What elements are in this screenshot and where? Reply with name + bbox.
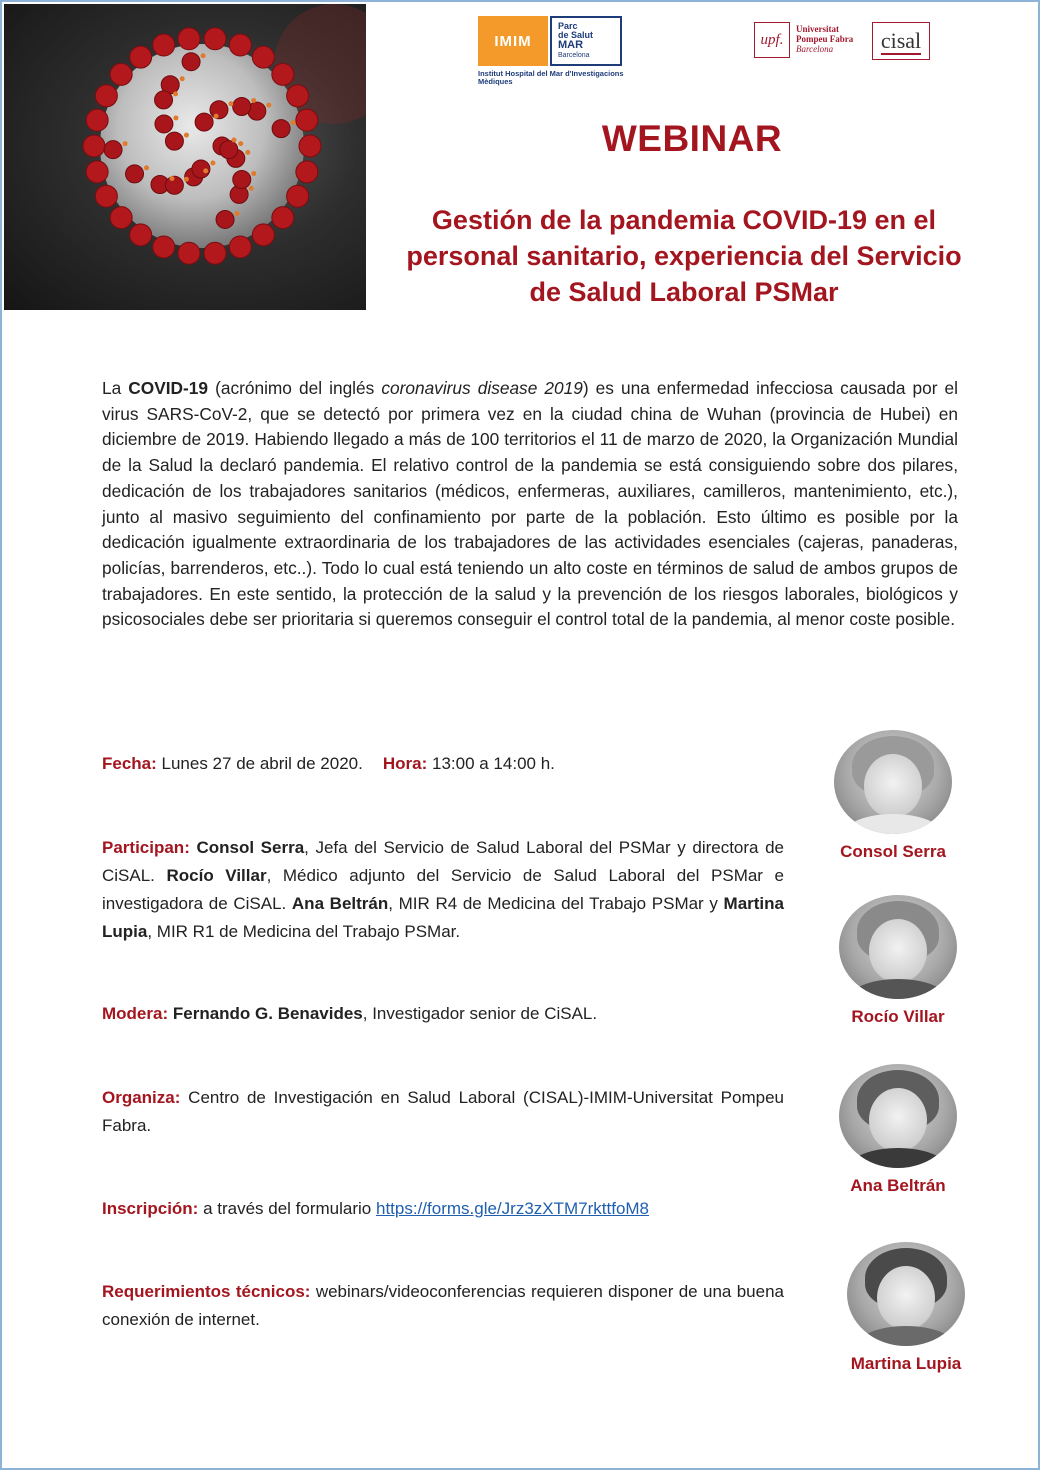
virus-dot xyxy=(251,171,256,176)
virus-dot xyxy=(210,160,215,165)
virus-dot xyxy=(245,150,250,155)
participant-role: , Médico adjunto del Servicio de Salud Laboral del PSMar e investigadora de CiSAL. xyxy=(102,866,785,913)
speaker-photo xyxy=(839,1064,957,1168)
participant-name: Rocío Villar xyxy=(166,866,267,885)
upf-line: Universitat xyxy=(796,24,839,34)
virus-spike xyxy=(126,165,144,183)
virus-spike xyxy=(210,101,228,119)
virus-dot xyxy=(180,76,185,81)
virus-spike xyxy=(229,34,251,56)
webinar-title: WEBINAR xyxy=(601,118,783,159)
virus-dot xyxy=(232,138,237,143)
inscripcion-block xyxy=(102,1195,784,1223)
virus-dot xyxy=(184,133,189,138)
virus-spike xyxy=(178,28,200,50)
virus-dot xyxy=(173,115,178,120)
virus-spike xyxy=(83,135,105,157)
fecha-block xyxy=(102,750,784,778)
intro-covid-term: COVID-19 xyxy=(128,378,209,398)
requerimientos-block xyxy=(102,1278,784,1334)
virus-dot xyxy=(173,91,178,96)
speaker-card xyxy=(828,895,968,1027)
virus-spike xyxy=(296,109,318,131)
subtitle-line: personal sanitario, experiencia del Servicio xyxy=(406,241,962,271)
virus-spike xyxy=(165,132,183,150)
virus-spike xyxy=(155,115,173,133)
intro-text: La xyxy=(102,378,129,398)
virus-spike xyxy=(130,46,152,68)
psmar-line: de Salut xyxy=(558,30,594,40)
speaker-card xyxy=(823,730,963,862)
participant-name: Consol Serra xyxy=(196,838,305,857)
participant-name: Ana Beltrán xyxy=(291,894,389,913)
modera-label: Modera: xyxy=(102,1004,169,1023)
inscripcion-text: a través del formulario xyxy=(198,1199,376,1218)
virus-spike xyxy=(86,109,108,131)
virus-dot xyxy=(291,120,296,125)
intro-text: ) es una enfermedad infecciosa causada por el virus SARS-CoV-2, que se detectó por primera vez en la ciudad china de Wuhan (provincia de Hubei) en diciembre de 2019. Habiendo llegado a más de 100 territorios el 11 de marzo de 2020, la Organización Mundial de la Salud la declaró pandemia. El relativo control de la pandemia se está consiguiendo sobre dos pilares, dedicación de los trabajadores sanitarios (médicos, enfermeras, auxiliares, camilleros, mantenimiento, etc.), junto al masivo seguimiento del confinamiento por parte de la población. Esto último es posible por la dedicación igualmente extraordinaria de los trabajadores de las actividades esenciales (cajeras, panaderas, policías, barrenderos, etc..). Todo lo cual está teniendo un alto coste en términos de salud de ambos grupos de trabajadores. En este sentido, la protección de la salud y la prevención de los riesgos laborales, biológicos y psicosociales debe ser prioritaria si queremos conseguir el control total de la pandemia, al menor coste posible. xyxy=(102,378,958,630)
imim-logo-mark: IMIM xyxy=(478,16,548,66)
virus-spike xyxy=(296,161,318,183)
virus-spike xyxy=(110,207,132,229)
virus-spike xyxy=(229,236,251,258)
speaker-name: Rocío Villar xyxy=(851,1007,945,1026)
participant-role: , Jefa del Servicio de Salud Laboral del PSMar y directora de CiSAL. xyxy=(102,838,785,885)
virus-spike xyxy=(233,171,251,189)
imim-caption: Institut Hospital del Mar d'Investigacions Mèdiques xyxy=(478,69,624,86)
virus-dot xyxy=(266,103,271,108)
virus-spike xyxy=(272,207,294,229)
hora-label: Hora: xyxy=(382,754,428,773)
moderator-role: , Investigador senior de CiSAL. xyxy=(362,1004,598,1023)
virus-spike xyxy=(299,135,321,157)
virus-spike xyxy=(204,242,226,264)
psmar-line: Parc xyxy=(558,21,578,31)
virus-spike xyxy=(233,97,251,115)
upf-line: Pompeu Fabra xyxy=(796,34,854,44)
speaker-photo xyxy=(834,730,952,834)
virus-spike xyxy=(252,46,274,68)
requerimientos-label: Requerimientos técnicos: xyxy=(102,1282,311,1301)
virus-spike xyxy=(104,141,122,159)
speaker-card xyxy=(836,1242,976,1374)
participan-block xyxy=(102,834,784,946)
virus-dot xyxy=(203,168,208,173)
virus-spike xyxy=(216,210,234,228)
imim-psmar-logo xyxy=(478,16,624,88)
virus-spike xyxy=(204,28,226,50)
inscripcion-label: Inscripción: xyxy=(102,1199,199,1218)
participant-role: , MIR R1 de Medicina del Trabajo PSMar. xyxy=(147,922,461,941)
virus-spike xyxy=(130,224,152,246)
intro-italic-term: coronavirus disease 2019 xyxy=(381,378,583,398)
virus-dot xyxy=(169,176,174,181)
virus-spike xyxy=(178,242,200,264)
virus-dot xyxy=(228,101,233,106)
organiza-block xyxy=(102,1084,784,1140)
subtitle-line: de Salud Laboral PSMar xyxy=(529,277,839,307)
cisal-logo: cisal xyxy=(872,22,930,60)
participant-name: Martina Lupia xyxy=(102,894,784,941)
virus-dot xyxy=(235,211,240,216)
psmar-logo-mark xyxy=(550,16,622,66)
virus-spike xyxy=(155,91,173,109)
organiza-label: Organiza: xyxy=(102,1088,181,1107)
organiza-text: Centro de Investigación en Salud Laboral (CISAL)-IMIM-Universitat Pompeu Fabra. xyxy=(102,1088,784,1135)
coronavirus-illustration xyxy=(4,4,366,310)
virus-dot xyxy=(144,165,149,170)
psmar-line: Barcelona xyxy=(558,52,590,59)
virus-dot xyxy=(123,141,128,146)
virus-spike xyxy=(110,63,132,85)
virus-spike xyxy=(287,85,309,107)
requerimientos-text: webinars/videoconferencias requieren disponer de una buena conexión de internet. xyxy=(102,1282,784,1329)
virus-spike xyxy=(195,113,213,131)
virus-spike xyxy=(287,185,309,207)
upf-logo xyxy=(754,22,864,62)
virus-spike xyxy=(220,141,238,159)
upf-logo-mark: upf. xyxy=(754,22,790,58)
coronavirus-graphic xyxy=(4,4,366,310)
virus-spike xyxy=(272,120,290,138)
speaker-card xyxy=(828,1064,968,1196)
speaker-photo xyxy=(847,1242,965,1346)
virus-spike xyxy=(153,34,175,56)
moderator-name: Fernando G. Benavides xyxy=(172,1004,363,1023)
webinar-subtitle xyxy=(354,202,1014,310)
virus-spike xyxy=(252,224,274,246)
virus-dot xyxy=(214,114,219,119)
upf-logo-text xyxy=(796,24,853,54)
virus-dot xyxy=(184,177,189,182)
speaker-name: Martina Lupia xyxy=(850,1354,962,1373)
participant-role: , MIR R4 de Medicina del Trabajo PSMar y xyxy=(388,894,724,913)
speaker-photo xyxy=(839,895,957,999)
hora-value: 13:00 a 14:00 h. xyxy=(427,754,555,773)
virus-spike xyxy=(182,53,200,71)
subtitle-line: Gestión de la pandemia COVID-19 en el xyxy=(431,205,937,235)
virus-dot xyxy=(238,141,243,146)
modera-block xyxy=(102,1000,784,1028)
virus-spike xyxy=(86,161,108,183)
intro-text: (acrónimo del inglés xyxy=(208,378,382,398)
virus-spike xyxy=(153,236,175,258)
registration-form-link[interactable]: https://forms.gle/Jrz3zXTM7rkttfoM8 xyxy=(376,1199,650,1218)
speaker-name: Ana Beltrán xyxy=(850,1176,946,1195)
upf-line: Barcelona xyxy=(796,44,834,54)
psmar-line: MAR xyxy=(558,39,584,51)
fecha-label: Fecha: xyxy=(102,754,157,773)
virus-dot xyxy=(249,186,254,191)
virus-dot xyxy=(201,53,206,58)
virus-spike xyxy=(95,185,117,207)
participan-label: Participan: xyxy=(102,838,190,857)
virus-spike xyxy=(95,85,117,107)
speaker-name: Consol Serra xyxy=(840,842,946,861)
virus-dot xyxy=(251,98,256,103)
virus-spike xyxy=(272,63,294,85)
intro-paragraph xyxy=(102,376,958,633)
fecha-value: Lunes 27 de abril de 2020. xyxy=(156,754,363,773)
